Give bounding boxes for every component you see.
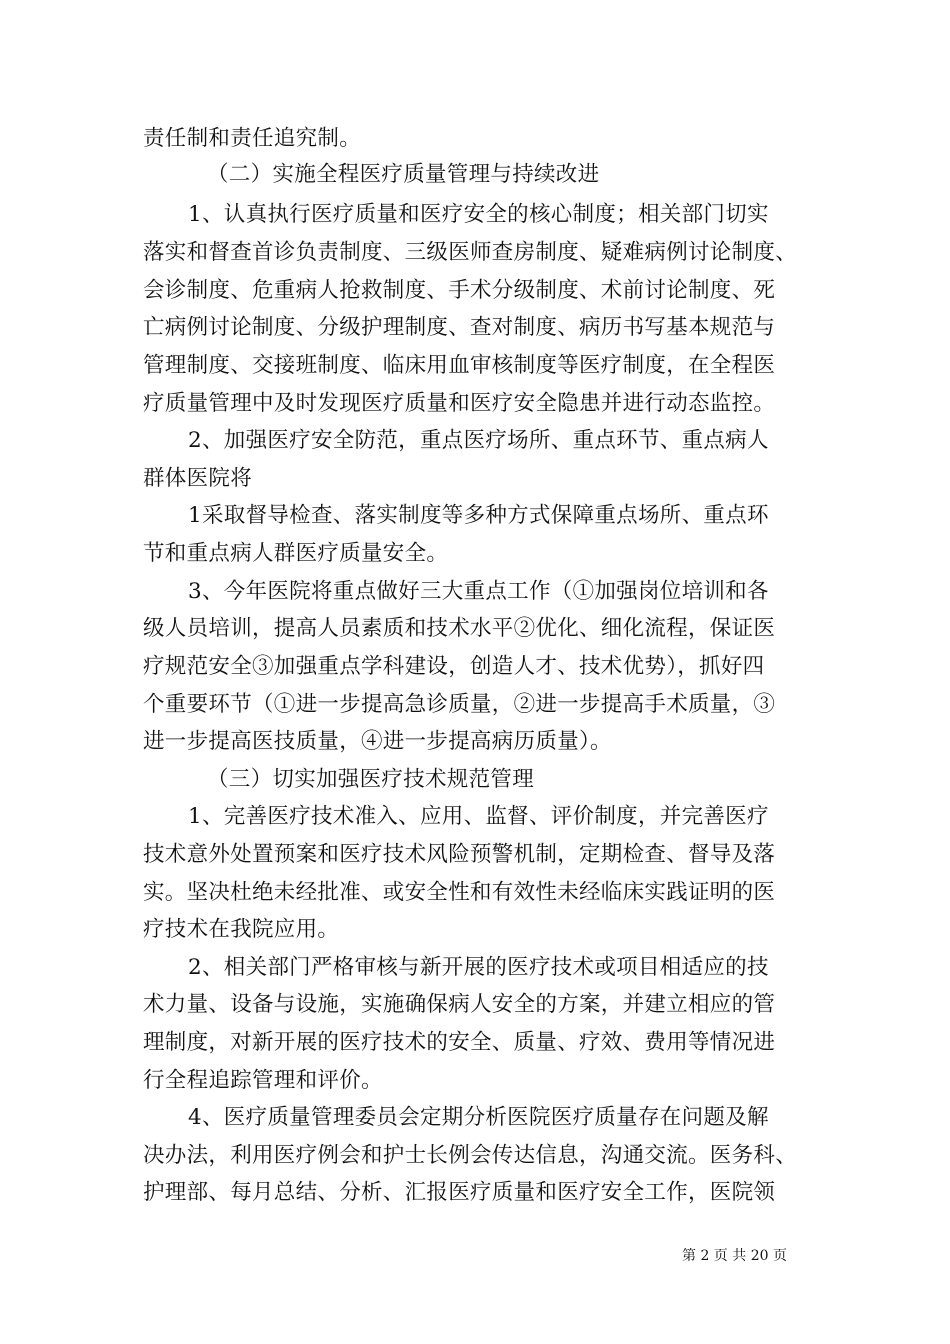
section-heading: （二）实施全程医疗质量管理与持续改进 xyxy=(207,162,600,187)
text-line: 2、相关部门严格审核与新开展的医疗技术或项目相适应的技 xyxy=(188,955,769,980)
text-line: 护理部、每月总结、分析、汇报医疗质量和医疗安全工作，医院领 xyxy=(143,1180,776,1205)
text-line: 亡病例讨论制度、分级护理制度、查对制度、病历书写基本规范与 xyxy=(143,315,776,340)
text-line: 4、医疗质量管理委员会定期分析医院医疗质量存在问题及解 xyxy=(188,1105,769,1130)
text-line: 1采取督导检查、落实制度等多种方式保障重点场所、重点环 xyxy=(188,503,769,528)
text-line: 管理制度、交接班制度、临床用血审核制度等医疗制度，在全程医 xyxy=(143,353,776,378)
text-line: 实。坚决杜绝未经批准、或安全性和有效性未经临床实践证明的医 xyxy=(143,880,776,905)
text-line: 1、完善医疗技术准入、应用、监督、评价制度，并完善医疗 xyxy=(188,804,769,829)
text-line: 责任制和责任追究制。 xyxy=(143,126,362,151)
text-line: 1、认真执行医疗质量和医疗安全的核心制度；相关部门切实 xyxy=(188,202,769,227)
text-line: 技术意外处置预案和医疗技术风险预警机制，定期检查、督导及落 xyxy=(143,842,776,867)
text-line: 行全程追踪管理和评价。 xyxy=(143,1068,383,1093)
text-line: 群体医院将 xyxy=(143,466,253,491)
text-line: 级人员培训，提高人员素质和技术水平②优化、细化流程，保证医 xyxy=(143,616,776,641)
text-line: 2、加强医疗安全防范，重点医疗场所、重点环节、重点病人 xyxy=(188,428,769,453)
section-heading: （三）切实加强医疗技术规范管理 xyxy=(207,767,535,792)
text-line: 个重要环节（①进一步提高急诊质量，②进一步提高手术质量，③ xyxy=(143,692,776,717)
page-number: 第 2 页 共 20 页 xyxy=(682,1248,787,1264)
text-line: 理制度，对新开展的医疗技术的安全、质量、疗效、费用等情况进 xyxy=(143,1030,776,1055)
text-line: 落实和督查首诊负责制度、三级医师查房制度、疑难病例讨论制度、 xyxy=(143,240,798,265)
text-line: 3、今年医院将重点做好三大重点工作（①加强岗位培训和各 xyxy=(188,579,769,604)
text-line: 进一步提高医技质量，④进一步提高病历质量）。 xyxy=(143,729,612,754)
text-line: 会诊制度、危重病人抢救制度、手术分级制度、术前讨论制度、死 xyxy=(143,278,776,303)
text-line: 疗质量管理中及时发现医疗质量和医疗安全隐患并进行动态监控。 xyxy=(143,391,776,416)
text-line: 疗规范安全③加强重点学科建设，创造人才、技术优势），抓好四 xyxy=(143,654,765,679)
text-line: 疗技术在我院应用。 xyxy=(143,917,340,942)
text-line: 节和重点病人群医疗质量安全。 xyxy=(143,541,449,566)
text-line: 术力量、设备与设施，实施确保病人安全的方案，并建立相应的管 xyxy=(143,992,776,1017)
text-line: 决办法，利用医疗例会和护士长例会传达信息，沟通交流。医务科、 xyxy=(143,1143,798,1168)
